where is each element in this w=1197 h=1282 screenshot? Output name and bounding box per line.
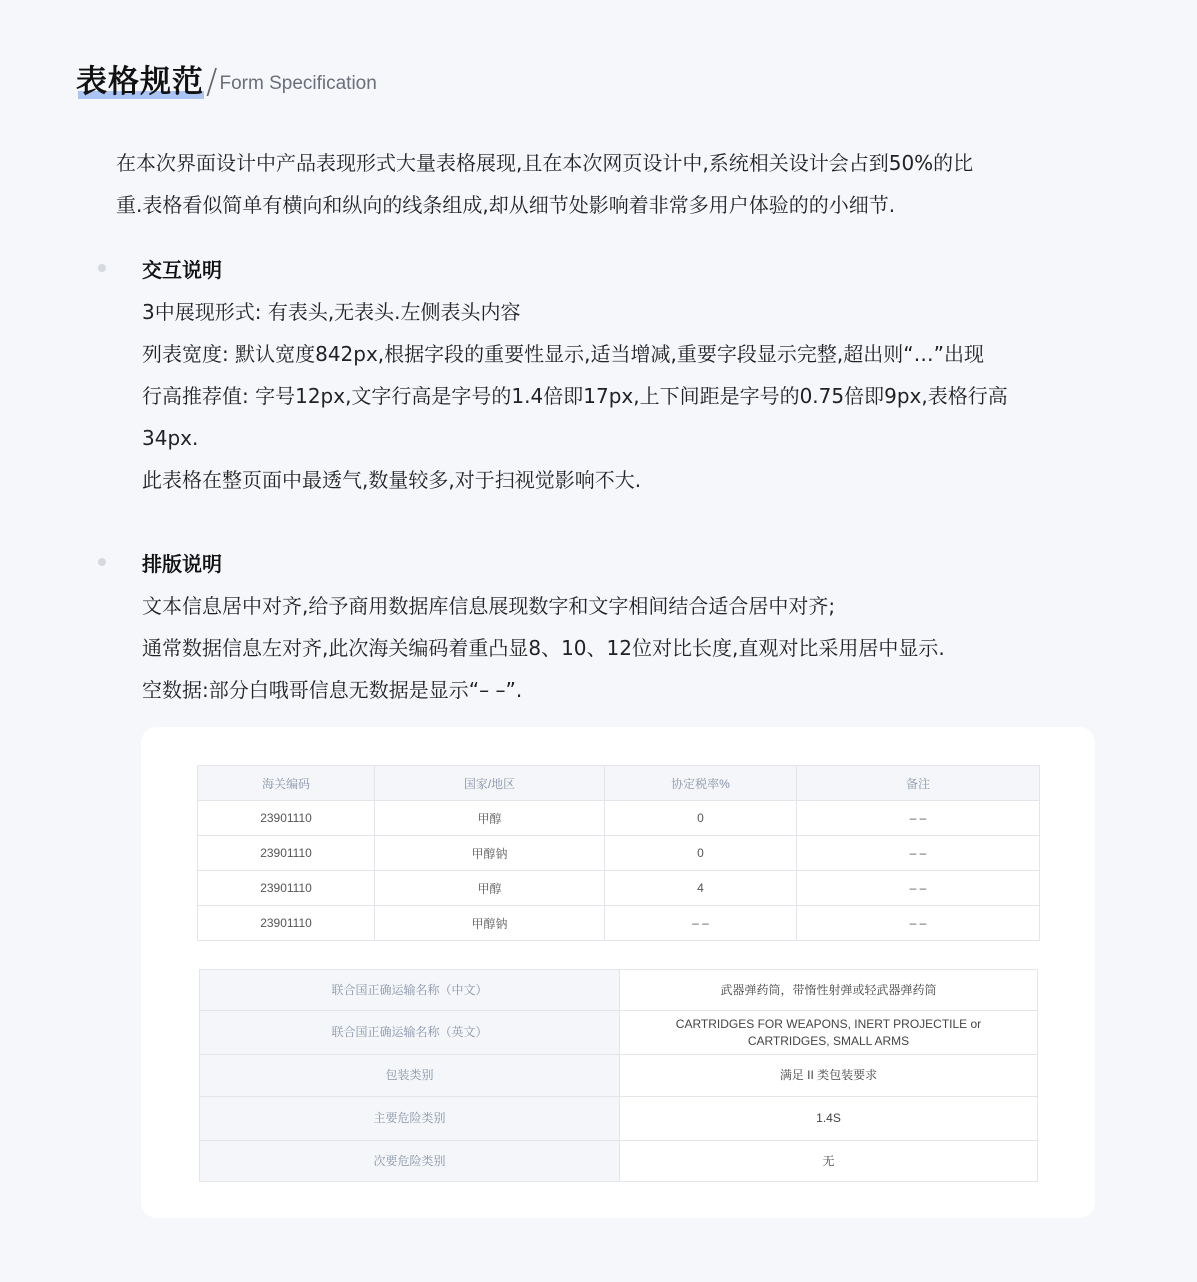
row-label: 包装类别 <box>200 1055 620 1097</box>
section-line: 空数据:部分白哦哥信息无数据是显示“– –”. <box>142 678 523 702</box>
table-row <box>198 801 1040 836</box>
table-row <box>198 871 1040 906</box>
section-line: 通常数据信息左对齐,此次海关编码着重凸显8、10、12位对比长度,直观对比采用居中显示. <box>142 636 945 660</box>
bullet-dot-icon <box>98 558 106 566</box>
table-cell: – – <box>797 836 1040 871</box>
table-cell: 0 <box>605 836 797 871</box>
section-line: 34px. <box>142 426 199 450</box>
title-separator: / <box>206 62 218 102</box>
section-title: 交互说明 <box>142 258 222 282</box>
section-interaction <box>98 249 1098 501</box>
table-row <box>200 970 1038 1011</box>
intro-line: 重.表格看似简单有横向和纵向的线条组成,却从细节处影响着非常多用户体验的的小细节. <box>116 193 896 217</box>
row-value: 无 <box>620 1141 1038 1182</box>
table-row <box>200 1097 1038 1141</box>
table-cell: 甲醇 <box>375 801 605 836</box>
section-line: 文本信息居中对齐,给予商用数据库信息展现数字和文字相间结合适合居中对齐; <box>142 594 836 618</box>
page-title: 表格规范 <box>76 64 204 100</box>
table-cell: – – <box>797 906 1040 941</box>
table-example-card <box>141 727 1095 1218</box>
row-value: CARTRIDGES FOR WEAPONS, INERT PROJECTILE or CARTRIDGES, SMALL ARMS <box>620 1011 1038 1055</box>
row-label: 联合国正确运输名称（英文） <box>200 1011 620 1055</box>
table-cell: 甲醇钠 <box>375 836 605 871</box>
table-row <box>198 836 1040 871</box>
table-cell: 23901110 <box>198 801 375 836</box>
column-header: 国家/地区 <box>375 766 605 801</box>
intro-line: 在本次界面设计中产品表现形式大量表格展现,且在本次网页设计中,系统相关设计会占到50%的比 <box>116 151 974 175</box>
table-cell: – – <box>797 801 1040 836</box>
section-line: 行高推荐值: 字号12px,文字行高是字号的1.4倍即17px,上下间距是字号的0.75倍即9px,表格行高 <box>142 384 1008 408</box>
section-line: 此表格在整页面中最透气,数量较多,对于扫视觉影响不大. <box>142 468 642 492</box>
table-row <box>200 1055 1038 1097</box>
table-row <box>200 1011 1038 1055</box>
section-line: 3中展现形式: 有表头,无表头.左侧表头内容 <box>142 300 521 324</box>
section-line: 列表宽度: 默认宽度842px,根据字段的重要性显示,适当增减,重要字段显示完整,超出则“…”出现 <box>142 342 984 366</box>
table-cell: 甲醇钠 <box>375 906 605 941</box>
table-cell: 23901110 <box>198 836 375 871</box>
table-cell: 4 <box>605 871 797 906</box>
row-label: 联合国正确运输名称（中文） <box>200 970 620 1011</box>
table-cell: 甲醇 <box>375 871 605 906</box>
column-header: 海关编码 <box>198 766 375 801</box>
table-cell: 23901110 <box>198 871 375 906</box>
bullet-dot-icon <box>98 264 106 272</box>
table-cell: 23901110 <box>198 906 375 941</box>
customs-table <box>197 765 1040 941</box>
column-header: 备注 <box>797 766 1040 801</box>
transport-info-table <box>199 969 1038 1182</box>
column-header: 协定税率% <box>605 766 797 801</box>
page-header <box>76 62 377 102</box>
table-cell: – – <box>797 871 1040 906</box>
table-cell: 0 <box>605 801 797 836</box>
row-label: 次要危险类别 <box>200 1141 620 1182</box>
table-row <box>198 906 1040 941</box>
row-value: 满足 II 类包装要求 <box>620 1055 1038 1097</box>
section-layout <box>98 543 1098 711</box>
table-header-row <box>198 766 1040 801</box>
section-title: 排版说明 <box>142 552 222 576</box>
row-label: 主要危险类别 <box>200 1097 620 1141</box>
row-value: 武器弹药筒，带惰性射弹或轻武器弹药筒 <box>620 970 1038 1011</box>
table-cell: – – <box>605 906 797 941</box>
table-row <box>200 1141 1038 1182</box>
intro-paragraph <box>116 142 1106 226</box>
row-value: 1.4S <box>620 1097 1038 1141</box>
page-subtitle: Form Specification <box>219 73 377 94</box>
